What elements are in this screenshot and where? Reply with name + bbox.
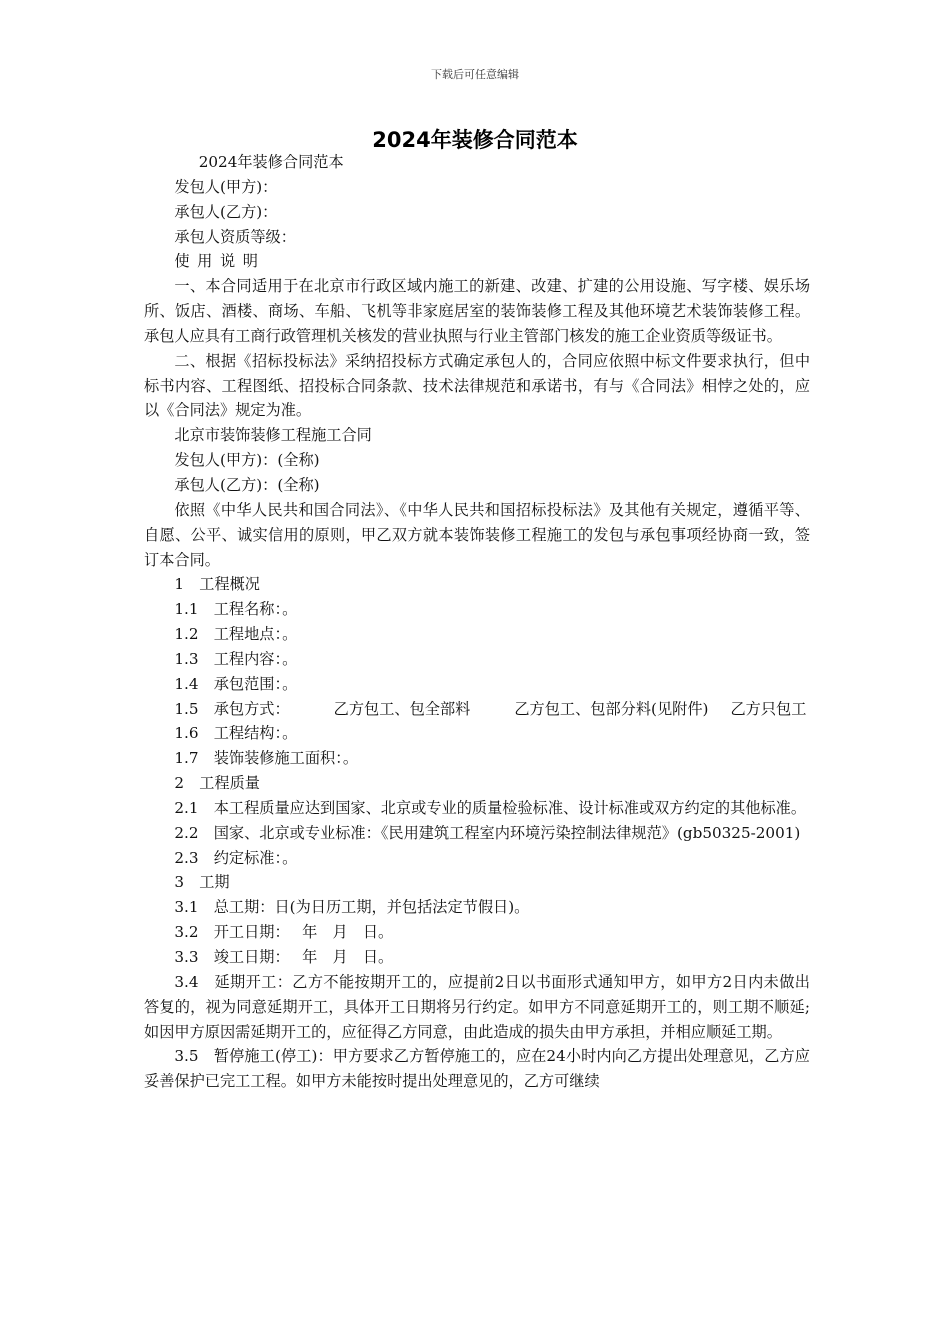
contractor-line: 承包人(乙方)： — [174, 202, 278, 221]
clause-1-2: 1.2 工程地点：。 — [174, 625, 298, 644]
contract-option-1: 乙方包工、包全部料 — [333, 699, 471, 718]
section-3-heading: 3 工期 — [174, 873, 230, 892]
header-note: 下载后可任意编辑 — [431, 68, 519, 81]
usage-paragraph-1: 一、本合同适用于在北京市行政区域内施工的新建、改建、扩建的公用设施、写字楼、娱乐场所、饭店、酒楼、商场、车船、飞机等非家庭居室的装饰装修工程及其他环境艺术装饰装修工程。承包人应具有工商行政管理机关核发的营业执照与行业主管部门核发的施工企业资质等级证书。 — [144, 277, 810, 345]
usage-paragraph-2: 二、根据《招标投标法》采纳招投标方式确定承包人的，合同应依照中标文件要求执行，但中标书内容、工程图纸、招投标合同条款、技术法律规范和承诺书，有与《合同法》相悖之处的，应以《合同法》规定为准。 — [144, 351, 810, 420]
clause-1-4: 1.4 承包范围：。 — [174, 674, 298, 693]
clause-1-5-label: 1.5 承包方式： — [174, 699, 290, 718]
usage-heading: 使用说明 — [174, 252, 266, 271]
employer-line: 发包人(甲方)： — [174, 177, 278, 196]
section-2-heading: 2 工程质量 — [174, 774, 260, 793]
clause-2-2: 2.2 国家、北京或专业标准：《民用建筑工程室内环境污染控制法律规范》(gb50325-2001) — [174, 823, 801, 842]
employer-full-line: 发包人(甲方)：(全称) — [174, 451, 320, 470]
clause-3-3: 3.3 竣工日期： 年 月 日。 — [174, 948, 394, 966]
clause-3-4: 3.4 延期开工：乙方不能按期开工的，应提前2日以书面形式通知甲方，如甲方2日内未做出答复的，视为同意延期开工，具体开工日期将另行约定。如甲方不同意延期开工的，则工期不顺延;如因甲方原因需延期开工的，应征得乙方同意，由此造成的损失由甲方承担，并相应顺延工期。 — [144, 972, 810, 1041]
contract-name: 北京市装饰装修工程施工合同 — [174, 426, 372, 445]
clause-2-1: 2.1 本工程质量应达到国家、北京或专业的质量检验标准、设计标准或双方约定的其他标准。 — [174, 798, 807, 817]
clause-1-5 — [144, 697, 810, 722]
clause-1-3: 1.3 工程内容：。 — [174, 649, 298, 668]
clause-3-1: 3.1 总工期：日(为日历工期，并包括法定节假日)。 — [174, 898, 530, 917]
clause-3-2: 3.2 开工日期： 年 月 日。 — [174, 923, 394, 942]
contractor-full-line: 承包人(乙方)：(全称) — [174, 475, 320, 494]
document-body — [144, 150, 810, 1094]
clause-1-6: 1.6 工程结构：。 — [174, 724, 298, 743]
clause-2-3: 2.3 约定标准：。 — [174, 848, 298, 867]
contract-option-2: 乙方包工、包部分料(见附件) — [514, 699, 709, 718]
subtitle-paragraph: 2024年装修合同范本 — [198, 153, 344, 171]
clause-3-5: 3.5 暂停施工(停工)：甲方要求乙方暂停施工的，应在24小时内向乙方提出处理意见，乙方应妥善保护已完工工程。如甲方未能按时提出处理意见的，乙方可继续 — [144, 1047, 810, 1091]
preamble-paragraph: 依照《中华人民共和国合同法》、《中华人民共和国招标投标法》及其他有关规定，遵循平等、自愿、公平、诚实信用的原则，甲乙双方就本装饰装修工程施工的发包与承包事项经协商一致，签订本合同。 — [144, 500, 810, 569]
document-title: 2024年装修合同范本 — [372, 128, 578, 152]
clause-1-1: 1.1 工程名称：。 — [174, 600, 298, 619]
clause-1-7: 1.7 装饰装修施工面积：。 — [174, 749, 359, 768]
qualification-line: 承包人资质等级： — [174, 227, 296, 246]
section-1-heading: 1 工程概况 — [174, 575, 260, 594]
contract-option-3: 乙方只包工 — [730, 699, 807, 718]
